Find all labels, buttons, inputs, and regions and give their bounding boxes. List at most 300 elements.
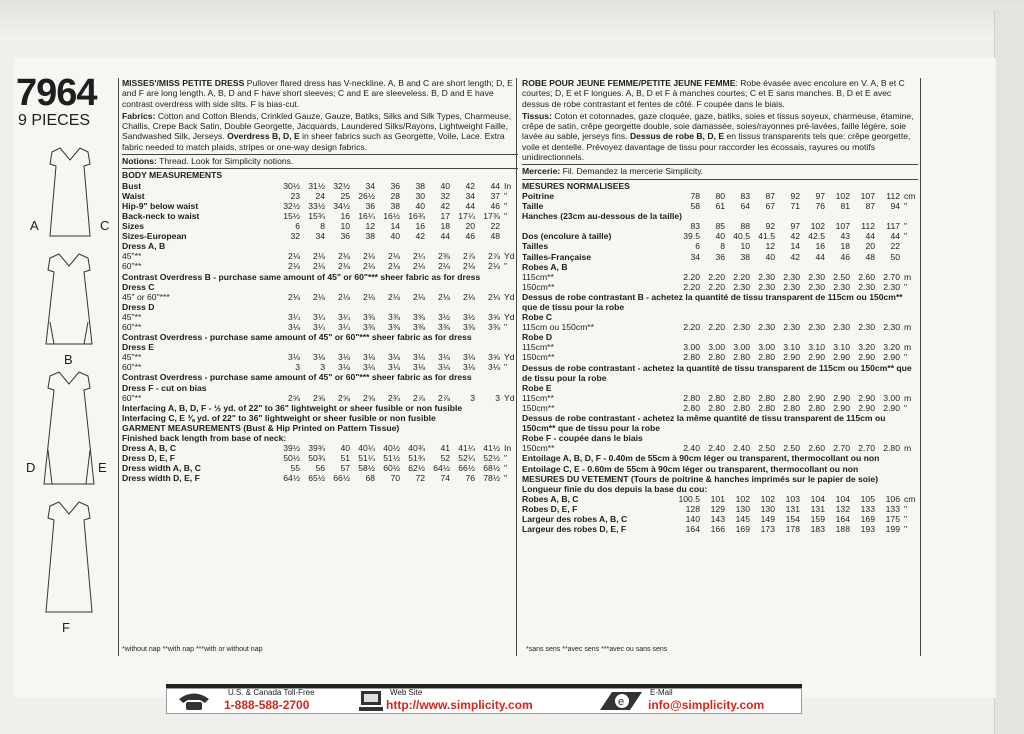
column-divider-right [920, 78, 921, 656]
size-value: 46 [490, 200, 500, 211]
email-link[interactable]: info@simplicity.com [648, 698, 765, 712]
size-value: 60½ [383, 463, 400, 474]
size-value: 2⅛ [363, 261, 375, 272]
row-label: Dress width A, B, C [122, 463, 201, 474]
row-label: 45" or 60"*** [122, 291, 170, 302]
size-value [450, 282, 475, 292]
size-value [675, 332, 700, 342]
table-note: Dessus de robe contrastant B - achetez la quantité de tissu transparent de 115cm ou 150cm** que de tissu pour la robe [522, 291, 903, 312]
divider [122, 154, 518, 155]
row-label: 60"** [122, 261, 142, 272]
english-fabrics-label: Fabrics: [122, 110, 156, 121]
size-value [375, 302, 400, 312]
size-value: 2⅛ [288, 261, 300, 272]
size-value: 6 [295, 221, 300, 232]
size-value: 2⅛ [388, 251, 400, 262]
size-value [725, 332, 750, 342]
size-value: 3 [320, 362, 325, 373]
size-value: 2.80 [758, 392, 775, 403]
unit: " [904, 524, 908, 535]
size-value: 2⅛ [313, 291, 325, 302]
unit: " [904, 281, 908, 292]
table-row [122, 221, 518, 231]
size-value: 2⅛ [438, 261, 450, 272]
size-value: 66½ [458, 463, 475, 474]
english-yardage-table [122, 181, 518, 484]
size-value [375, 241, 400, 251]
size-value: 2.80 [758, 402, 775, 413]
row-label: Dress E [122, 342, 155, 353]
size-value: 149 [760, 513, 775, 524]
size-value: 40 [765, 251, 775, 262]
french-title: ROBE POUR JEUNE FEMME/PETITE JEUNE FEMME [522, 78, 736, 88]
row-label: Robes A, B [522, 261, 568, 272]
unit: Yd [504, 352, 515, 363]
size-value: 2.60 [808, 443, 825, 454]
table-row [522, 433, 918, 443]
size-value: 65½ [308, 473, 325, 484]
size-value: 12 [365, 221, 375, 232]
view-label-d: D [26, 460, 36, 475]
size-value: 2.80 [883, 443, 900, 454]
size-value [275, 282, 300, 292]
table-row [522, 211, 918, 221]
table-note: Dessus de robe contrastant - achetez la quantité de tissu transparent de 115cm ou 150cm** que de tissu pour la robe [522, 362, 912, 383]
unit: " [904, 221, 908, 232]
size-value [800, 312, 825, 322]
table-row [122, 312, 518, 322]
size-value: 39.5 [683, 231, 700, 242]
table-row [122, 322, 518, 332]
table-row [122, 282, 518, 292]
size-value [475, 342, 500, 352]
size-value [325, 302, 350, 312]
size-value: 3⅜ [413, 321, 425, 332]
size-value: 140 [685, 513, 700, 524]
row-label: Robe F - coupée dans le biais [522, 433, 643, 444]
size-value: 81 [840, 201, 850, 212]
english-column [122, 78, 518, 483]
size-value: 3⅛ [288, 321, 300, 332]
size-value [300, 241, 325, 251]
row-label: 60"** [122, 321, 142, 332]
size-value: 8 [720, 241, 725, 252]
size-value: 92 [790, 190, 800, 201]
size-value: 50½ [283, 453, 300, 464]
size-value: 32 [290, 231, 300, 242]
unit [900, 383, 918, 393]
unit: " [904, 352, 908, 363]
size-value: 169 [860, 513, 875, 524]
table-row [122, 251, 518, 261]
unit [900, 252, 918, 262]
email-icon [598, 688, 644, 714]
telephone-icon [176, 690, 212, 712]
size-value: 97 [790, 221, 800, 232]
size-value: 3⅜ [463, 321, 475, 332]
table-row [522, 393, 918, 403]
size-value: 14 [390, 221, 400, 232]
size-value: 2⅛ [388, 261, 400, 272]
table-row [522, 383, 918, 393]
size-value: 12 [765, 241, 775, 252]
size-value: 2.80 [683, 402, 700, 413]
size-value [300, 302, 325, 312]
size-value: 16 [815, 241, 825, 252]
row-label: Dress A, B [122, 241, 166, 252]
french-notions-text: Fil. Demandez la mercerie Simplicity. [560, 166, 704, 177]
size-value: 32½ [283, 200, 300, 211]
size-value: 3⅜ [388, 321, 400, 332]
size-value: 15½ [283, 210, 300, 221]
size-value: 64½ [283, 473, 300, 484]
size-value: 22 [490, 221, 500, 232]
english-footnote: *without nap **with nap ***with or without nap [122, 646, 263, 653]
size-value: 34½ [333, 200, 350, 211]
phone-number: 1-888-588-2700 [224, 698, 310, 712]
size-value: 3⅛ [338, 352, 350, 363]
size-value: 102 [835, 190, 850, 201]
size-value: 2.20 [708, 281, 725, 292]
table-row [122, 332, 518, 342]
size-value [425, 302, 450, 312]
size-value: 2⅛ [413, 291, 425, 302]
unit: " [504, 453, 508, 464]
unit [500, 342, 518, 352]
unit [500, 241, 518, 251]
size-value: 2.40 [733, 443, 750, 454]
table-note: Entoilage A, B, D, F - 0.40m de 55cm à 90cm léger ou transparent, thermocollant ou non [522, 453, 880, 464]
size-value [775, 383, 800, 393]
size-value: 3⅛ [463, 362, 475, 373]
size-value: 3.10 [808, 342, 825, 353]
size-value [325, 282, 350, 292]
phone-caption: U.S. & Canada Toll-Free [228, 688, 315, 697]
size-value: 40½ [383, 443, 400, 454]
size-value: 48 [490, 231, 500, 242]
size-value: 44 [865, 231, 875, 242]
french-notions-label: Mercerie: [522, 166, 561, 177]
table-row [522, 272, 918, 282]
french-fabrics [522, 111, 918, 162]
row-label: Back-neck to waist [122, 210, 200, 221]
size-value: 2.70 [833, 443, 850, 454]
size-value [775, 262, 800, 272]
size-value: 106 [885, 493, 900, 504]
size-value: 72 [415, 473, 425, 484]
size-value: 2⅝ [313, 392, 325, 403]
size-value: 164 [835, 513, 850, 524]
unit: " [504, 362, 508, 373]
size-value: 3⅛ [438, 362, 450, 373]
row-label [522, 221, 675, 231]
size-value: 3⅜ [388, 311, 400, 322]
table-row [122, 272, 518, 282]
unit: " [904, 402, 908, 413]
table-note: Interfacing C, E ⅜ yd. of 22" to 36" lightweight or sheer fusible or non fusible [122, 412, 436, 423]
size-value: 3⅜ [488, 321, 500, 332]
size-value: 31½ [308, 180, 325, 191]
size-value [800, 383, 825, 393]
french-yardage-table [522, 191, 918, 534]
size-value: 2.30 [758, 281, 775, 292]
size-value: 3.20 [883, 342, 900, 353]
size-value: 2.90 [858, 402, 875, 413]
size-value: 2.20 [733, 271, 750, 282]
size-value [750, 332, 775, 342]
size-value [475, 302, 500, 312]
size-value: 48 [865, 251, 875, 262]
unit: " [904, 503, 908, 514]
unit: cm [904, 190, 916, 201]
size-value: 2.30 [883, 322, 900, 333]
french-body-measurements-heading: MESURES NORMALISEES [522, 180, 630, 191]
size-value [875, 433, 900, 443]
size-value: 2.20 [683, 281, 700, 292]
size-value: 41½ [483, 443, 500, 454]
size-value: 17¼ [458, 210, 475, 221]
size-value: 164 [685, 524, 700, 535]
row-label: Dress D [122, 301, 155, 312]
size-value: 34 [465, 190, 475, 201]
row-label: Robes A, B, C [522, 493, 579, 504]
size-value [750, 383, 775, 393]
size-value [275, 383, 300, 393]
size-value: 64 [740, 201, 750, 212]
size-value: 2.80 [683, 352, 700, 363]
size-value: 129 [710, 503, 725, 514]
table-note: Contrast Overdress - purchase same amount of 45" or 60"*** sheer fabric as for dress [122, 332, 472, 343]
table-note: Contrast Overdress B - purchase same amount of 45" or 60"*** sheer fabric as for dress [122, 271, 481, 282]
size-value: 2.90 [833, 352, 850, 363]
size-value: 78 [690, 190, 700, 201]
table-row [522, 443, 918, 453]
size-value: 28 [390, 190, 400, 201]
view-label-e: E [98, 460, 107, 475]
size-value: 2.90 [858, 392, 875, 403]
table-row [522, 474, 918, 484]
size-value: 101 [710, 493, 725, 504]
english-description [122, 78, 518, 109]
size-value [850, 262, 875, 272]
size-value: 2⅝ [288, 392, 300, 403]
table-row [122, 292, 518, 302]
size-value [700, 262, 725, 272]
size-value [375, 342, 400, 352]
row-label: 45"** [122, 311, 142, 322]
size-value: 2.80 [733, 402, 750, 413]
size-value: 2⅛ [363, 291, 375, 302]
size-value: 41.5 [758, 231, 775, 242]
size-value: 2.20 [708, 322, 725, 333]
size-value [375, 383, 400, 393]
size-value: 2⅞ [463, 251, 475, 262]
size-value: 92 [765, 221, 775, 232]
size-value [725, 383, 750, 393]
size-value [450, 342, 475, 352]
size-value: 30 [415, 190, 425, 201]
table-row [522, 241, 918, 251]
size-value [475, 241, 500, 251]
french-footnote: *sans sens **avec sens ***avec ou sans sens [526, 646, 668, 653]
unit [500, 221, 518, 231]
size-value: 2.90 [808, 392, 825, 403]
size-value: 3⅛ [313, 352, 325, 363]
size-value: 39¾ [308, 443, 325, 454]
size-value: 52¼ [458, 453, 475, 464]
divider [522, 164, 918, 165]
size-value: 2.40 [683, 443, 700, 454]
size-value: 107 [860, 190, 875, 201]
size-value: 3.00 [758, 342, 775, 353]
size-value: 2⅝ [338, 392, 350, 403]
size-value [825, 383, 850, 393]
unit: m [904, 392, 912, 403]
size-value [300, 383, 325, 393]
size-value [700, 332, 725, 342]
size-value: 128 [685, 503, 700, 514]
size-value: 104 [810, 493, 825, 504]
size-value: 2⅛ [488, 291, 500, 302]
size-value: 44 [440, 231, 450, 242]
size-value [825, 332, 850, 342]
english-fabrics [122, 111, 518, 152]
size-value: 10 [740, 241, 750, 252]
website-link[interactable]: http://www.simplicity.com [386, 698, 533, 712]
unit: cm [904, 493, 916, 504]
size-value: 64½ [433, 463, 450, 474]
size-value: 17⅜ [483, 210, 500, 221]
size-value: 2.30 [758, 322, 775, 333]
size-value: 78½ [483, 473, 500, 484]
size-value [875, 262, 900, 272]
size-value: 52½ [483, 453, 500, 464]
size-value: 97 [815, 190, 825, 201]
size-value: 37 [490, 190, 500, 201]
size-value [450, 302, 475, 312]
table-note: Interfacing A, B, D, F - ½ yd. of 22" to 36" lightweight or sheer fusible or non fusible [122, 402, 463, 413]
size-value [825, 262, 850, 272]
size-value: 3.00 [883, 392, 900, 403]
row-label: Largeur des robes D, E, F [522, 524, 627, 535]
unit: Yd [504, 311, 515, 322]
table-row [522, 514, 918, 524]
size-value: 3¼ [338, 311, 350, 322]
table-row [522, 352, 918, 362]
size-value [475, 282, 500, 292]
size-value: 3 [470, 392, 475, 403]
size-value: 199 [885, 524, 900, 535]
size-value: 193 [860, 524, 875, 535]
size-value: 2.50 [833, 271, 850, 282]
table-row [522, 524, 918, 534]
size-value [850, 433, 875, 443]
size-value [875, 312, 900, 322]
size-value: 2⅛ [338, 291, 350, 302]
table-row [122, 413, 518, 423]
size-value: 3⅛ [388, 362, 400, 373]
table-note: MESURES DU VETEMENT (Tours de poitrine & hanches imprimés sur le papier de soie) [522, 473, 879, 484]
size-value: 112 [861, 221, 875, 232]
size-value [800, 262, 825, 272]
size-value: 2⅛ [313, 251, 325, 262]
size-value: 32 [440, 190, 450, 201]
size-value [775, 312, 800, 322]
size-value [850, 312, 875, 322]
size-value [400, 302, 425, 312]
size-value [450, 383, 475, 393]
french-fabrics-bold: Dessus de robe B, D, E [629, 131, 725, 142]
size-value: 3¼ [288, 311, 300, 322]
size-value: 44 [465, 200, 475, 211]
size-value: 44 [890, 231, 900, 242]
size-value: 34 [365, 180, 375, 191]
torn-edge-right [994, 10, 1024, 734]
table-row [122, 403, 518, 413]
size-value: 3⅜ [363, 321, 375, 332]
row-label: Waist [122, 190, 145, 201]
size-value: 3.10 [833, 342, 850, 353]
size-value: 16 [340, 210, 350, 221]
size-value: 36 [715, 251, 725, 262]
size-value: 3¼ [313, 311, 325, 322]
row-label: 115cm** [522, 392, 554, 403]
french-fabrics-end: en tissus transparents tels que: crêpe georgette, voile et dentelle. Prévoyez davantage de tissu pour raccorder les écossais, rayures ou motifs unidirectionnels. [522, 131, 911, 163]
size-value: 2.80 [708, 352, 725, 363]
size-value: 3⅛ [438, 352, 450, 363]
table-note: Dessus de robe contrastant - achetez la même quantité de tissu transparent de 115cm ou 150cm** que de tissu pour la robe [522, 413, 886, 434]
size-value: 2.90 [808, 352, 825, 363]
size-value: 131 [810, 503, 825, 514]
size-value: 3⅛ [363, 352, 375, 363]
size-value [350, 282, 375, 292]
size-value: 38 [365, 231, 375, 242]
table-row [122, 473, 518, 483]
size-value: 3 [295, 362, 300, 373]
size-value: 2.30 [733, 322, 750, 333]
size-value [700, 383, 725, 393]
size-value: 3.00 [683, 342, 700, 353]
size-value: 34 [315, 231, 325, 242]
unit [900, 332, 918, 342]
size-value: 159 [810, 513, 825, 524]
size-value [475, 383, 500, 393]
size-value: 107 [835, 221, 850, 232]
table-row [522, 262, 918, 272]
row-label: 60"** [122, 362, 142, 373]
size-value: 3⅛ [338, 362, 350, 373]
size-value: 2.30 [783, 271, 800, 282]
table-note: Finished back length from base of neck: [122, 433, 287, 444]
size-value: 131 [785, 503, 800, 514]
unit [900, 262, 918, 272]
size-value [425, 241, 450, 251]
row-label: 45"** [122, 251, 142, 262]
size-value: 3⅜ [438, 321, 450, 332]
row-label: 115cm** [522, 271, 554, 282]
size-value: 26½ [358, 190, 375, 201]
row-label: 150cm** [522, 402, 555, 413]
size-value: 16¾ [408, 210, 425, 221]
table-row [122, 342, 518, 352]
row-label: Hip-9" below waist [122, 200, 199, 211]
table-row [522, 403, 918, 413]
size-value: 3⅛ [363, 362, 375, 373]
size-value: 3⅝ [488, 311, 500, 322]
table-row [122, 302, 518, 312]
size-value: 183 [810, 524, 825, 535]
unit: " [504, 190, 508, 201]
